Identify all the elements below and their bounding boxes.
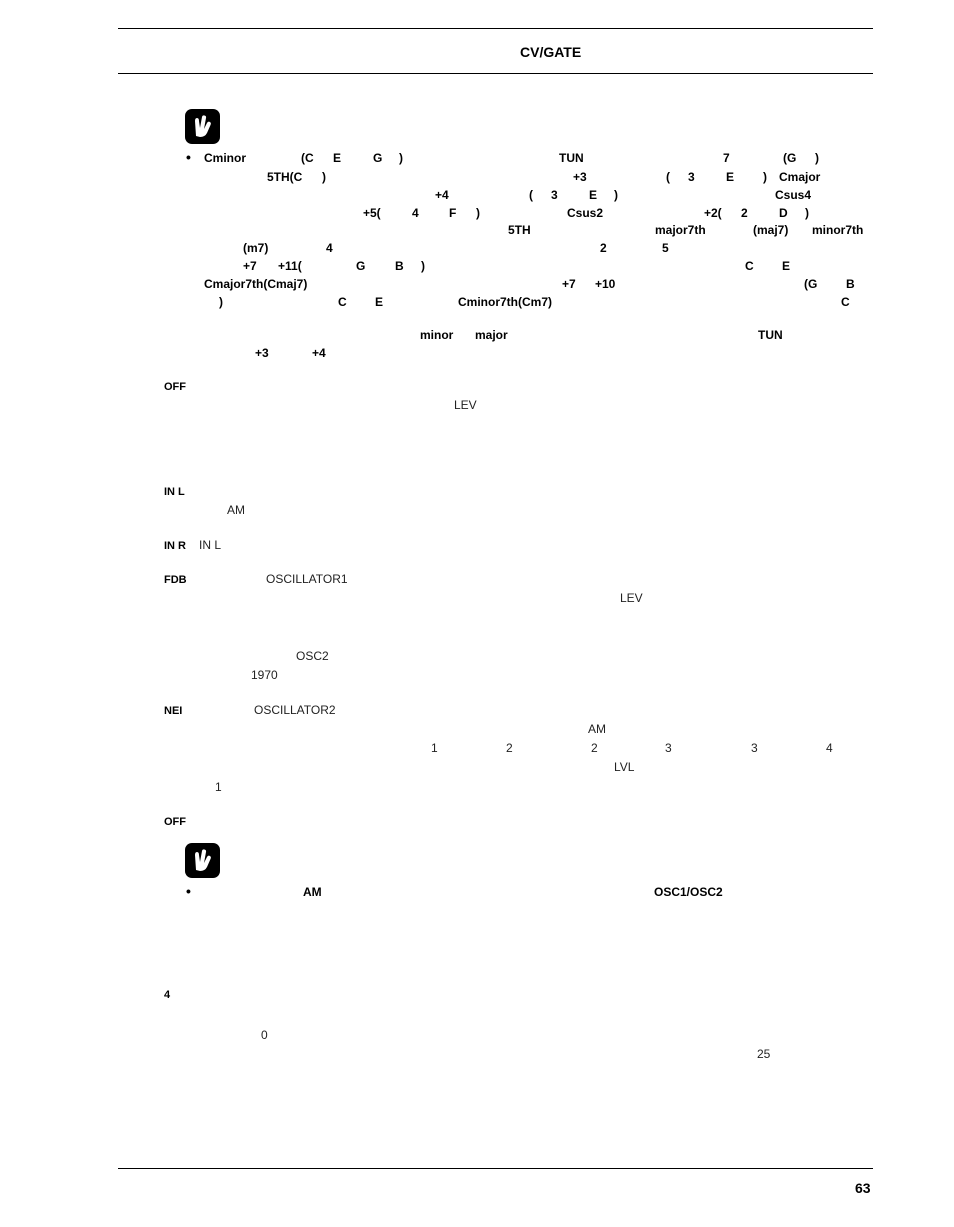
inl-ref: IN L <box>199 538 222 552</box>
tip2-bullet: • <box>186 883 191 899</box>
tip1-token: ) <box>399 151 403 165</box>
tip1-token: B <box>846 277 855 291</box>
tip1-token: C <box>841 295 850 309</box>
tip1-token: ) <box>322 170 326 184</box>
tip2-osc: OSC1/OSC2 <box>654 885 723 899</box>
tip1-token: 2 <box>741 206 748 220</box>
tip1-token: G <box>356 259 366 273</box>
tip1-token: +4 <box>435 188 449 202</box>
tip1-token: +2( <box>704 206 722 220</box>
am-ref: AM <box>588 722 606 736</box>
number-ref: 0 <box>261 1028 268 1042</box>
page-number: 63 <box>855 1180 871 1196</box>
tip1-token: B <box>395 259 404 273</box>
number-ref: 2 <box>591 741 598 755</box>
number-ref: 4 <box>826 741 833 755</box>
number-ref: 25 <box>757 1047 771 1061</box>
tip1-token: Cminor7th(Cm7) <box>458 295 553 309</box>
tip1-token: E <box>333 151 342 165</box>
header-bottom-rule <box>118 73 873 74</box>
year-ref: 1970 <box>251 668 278 682</box>
tip1-token: ) <box>815 151 819 165</box>
tip1-token: +5( <box>363 206 381 220</box>
tip1-token: (G <box>783 151 797 165</box>
tip1-token: Cmajor7th(Cmaj7) <box>204 277 308 291</box>
oscillator1-ref: OSCILLATOR1 <box>266 572 348 586</box>
tip1-token: (maj7) <box>753 223 789 237</box>
tip1-token: C <box>338 295 347 309</box>
tip1-token: +11( <box>278 259 302 273</box>
footer-rule <box>118 1168 873 1169</box>
section-4-label: 4 <box>164 989 171 1001</box>
number-ref: 1 <box>215 780 222 794</box>
number-ref: 3 <box>751 741 758 755</box>
tip1-token: ) <box>763 170 767 184</box>
tip1-token: C <box>745 259 754 273</box>
tip1-token: ) <box>476 206 480 220</box>
am-ref: AM <box>227 503 245 517</box>
tip1-token: E <box>589 188 598 202</box>
tip1-token: ) <box>805 206 809 220</box>
tip1-token: +4 <box>312 346 326 360</box>
oscillator2-ref: OSCILLATOR2 <box>254 703 336 717</box>
param-off-label: OFF <box>164 381 186 393</box>
tip1-token: 3 <box>551 188 558 202</box>
hand-gesture-icon <box>185 843 220 878</box>
tip1-token: +10 <box>595 277 616 291</box>
osc2-ref: OSC2 <box>296 649 329 663</box>
tip1-token: Csus4 <box>775 188 812 202</box>
tip1-token: major7th <box>655 223 706 237</box>
tip1-token: Cmajor <box>779 170 821 184</box>
param-inr-label: IN R <box>164 540 186 552</box>
tip1-token: (m7) <box>243 241 269 255</box>
tip1-token: 4 <box>412 206 419 220</box>
hand-gesture-icon <box>185 109 220 144</box>
number-ref: 2 <box>506 741 513 755</box>
number-ref: 1 <box>431 741 438 755</box>
tip1-token: 3 <box>688 170 695 184</box>
lev-ref: LEV <box>454 398 477 412</box>
tip1-token: +3 <box>573 170 587 184</box>
param-fdb-label: FDB <box>164 574 187 586</box>
param-off-label: OFF <box>164 816 186 828</box>
tip1-token: TUN <box>758 328 783 342</box>
tip1-token: major <box>475 328 508 342</box>
header-top-rule <box>118 28 873 29</box>
tip1-token: minor <box>420 328 454 342</box>
page-header-title: CV/GATE <box>520 44 582 60</box>
tip1-token: Cminor <box>204 151 246 165</box>
tip1-token: F <box>449 206 457 220</box>
tip1-token: 5 <box>662 241 669 255</box>
tip1-token: +7 <box>562 277 576 291</box>
tip1-token: Csus2 <box>567 206 604 220</box>
tip1-token: E <box>375 295 384 309</box>
tip1-token: TUN <box>559 151 584 165</box>
tip1-bullet: • <box>186 149 191 165</box>
tip1-token: E <box>726 170 735 184</box>
tip1-token: +7 <box>243 259 257 273</box>
tip1-token: 2 <box>600 241 607 255</box>
tip2-am: AM <box>303 885 322 899</box>
tip1-token: (G <box>804 277 818 291</box>
number-ref: 3 <box>665 741 672 755</box>
tip1-token: ) <box>614 188 618 202</box>
tip1-token: 5TH(C <box>267 170 303 184</box>
param-nei-label: NEI <box>164 705 183 717</box>
tip1-token: E <box>782 259 791 273</box>
tip1-token: 4 <box>326 241 333 255</box>
tip1-token: ( <box>529 188 533 202</box>
tip1-token: D <box>779 206 788 220</box>
tip1-token: +3 <box>255 346 269 360</box>
lvl-ref: LVL <box>614 760 635 774</box>
tip1-token: 5TH <box>508 223 531 237</box>
tip1-token: (C <box>301 151 314 165</box>
lev-ref: LEV <box>620 591 643 605</box>
tip1-token: ) <box>219 295 223 309</box>
tip1-token: 7 <box>723 151 730 165</box>
tip1-token: ( <box>666 170 670 184</box>
tip1-token: minor7th <box>812 223 864 237</box>
tip1-token: G <box>373 151 383 165</box>
tip1-token: ) <box>421 259 425 273</box>
param-inl-label: IN L <box>164 486 185 498</box>
